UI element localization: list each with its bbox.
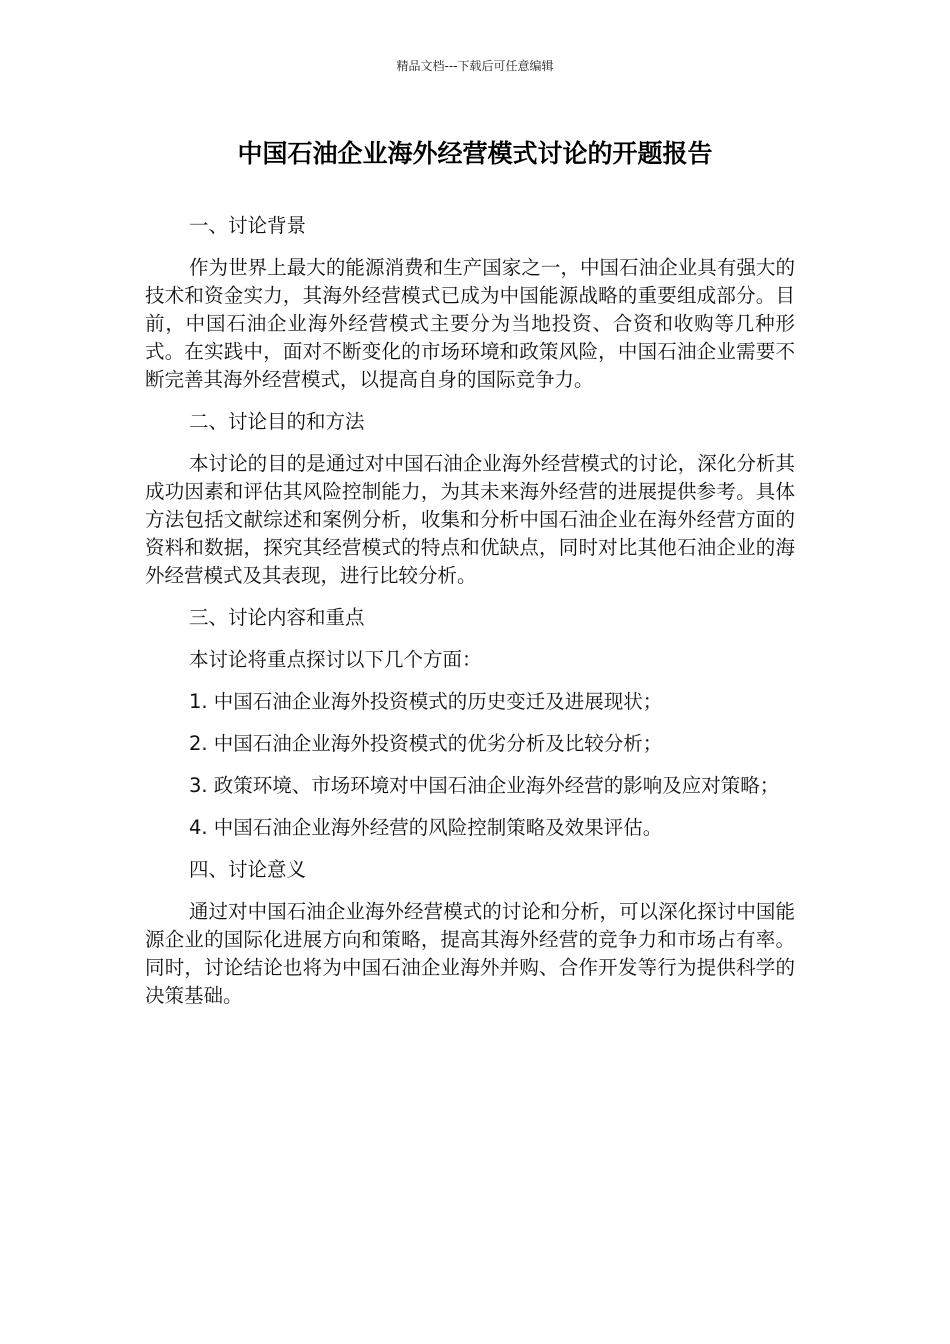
section-heading-content-focus: 三、讨论内容和重点	[189, 606, 365, 629]
document-body	[145, 212, 795, 1024]
paragraph-purpose-method: 本讨论的目的是通过对中国石油企业海外经营模式的讨论，深化分析其成功因素和评估其风险控制能力，为其未来海外经营的进展提供参考。具体方法包括文献综述和案例分析，收集和分析中国石油企业在海外经营方面的资料和数据，探究其经营模式的特点和优缺点，同时对比其他石油企业的海外经营模式及其表现，进行比较分析。	[145, 452, 795, 587]
list-item: 3. 政策环境、市场环境对中国石油企业海外经营的影响及应对策略；	[189, 774, 780, 797]
list-item: 1. 中国石油企业海外投资模式的历史变迁及进展现状；	[189, 690, 663, 713]
paragraph-significance: 通过对中国石油企业海外经营模式的讨论和分析，可以深化探讨中国能源企业的国际化进展方向和策略，提高其海外经营的竞争力和市场占有率。同时，讨论结论也将为中国石油企业海外并购、合作开发等行为提供科学的决策基础。	[145, 900, 795, 1007]
section-heading-background: 一、讨论背景	[189, 214, 307, 237]
section-heading-purpose-method: 二、讨论目的和方法	[189, 410, 365, 433]
paragraph-content-intro: 本讨论将重点探讨以下几个方面：	[189, 648, 482, 671]
list-item: 2. 中国石油企业海外投资模式的优劣分析及比较分析；	[189, 732, 663, 755]
section-heading-significance: 四、讨论意义	[189, 858, 307, 881]
list-item: 4. 中国石油企业海外经营的风险控制策略及效果评估。	[189, 816, 663, 839]
document-title: 中国石油企业海外经营模式讨论的开题报告	[237, 139, 713, 168]
header-note: 精品文档---下载后可任意编辑	[396, 59, 554, 73]
paragraph-background: 作为世界上最大的能源消费和生产国家之一，中国石油企业具有强大的技术和资金实力，其海外经营模式已成为中国能源战略的重要组成部分。目前，中国石油企业海外经营模式主要分为当地投资、合资和收购等几种形式。在实践中，面对不断变化的市场环境和政策风险，中国石油企业需要不断完善其海外经营模式，以提高自身的国际竞争力。	[145, 256, 795, 391]
